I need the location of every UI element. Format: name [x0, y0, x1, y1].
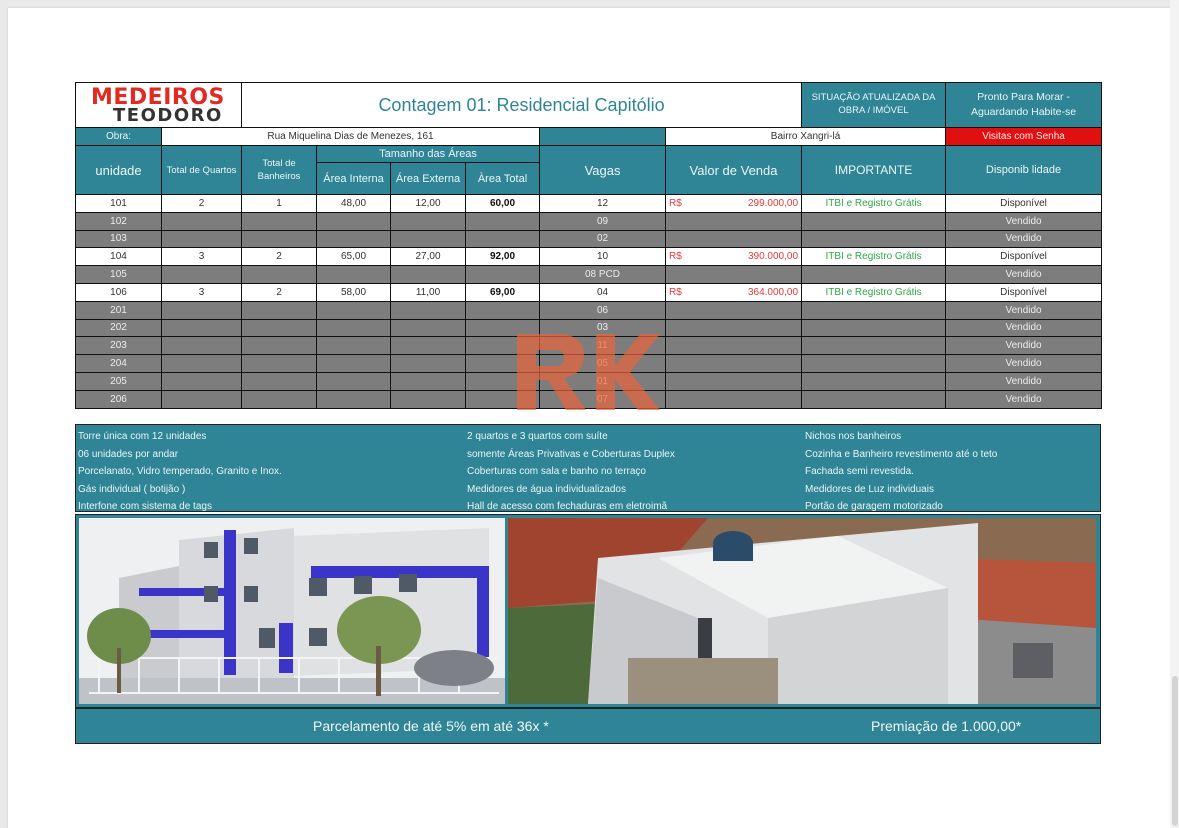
important-note — [802, 319, 946, 337]
area-total: 60,00 — [466, 195, 540, 213]
rooms-count: 2 — [162, 195, 242, 213]
area-total — [466, 301, 540, 319]
availability-status: Vendido — [946, 337, 1102, 355]
parking-spot: 08 PCD — [540, 266, 666, 284]
area-externa — [391, 319, 466, 337]
sale-price — [666, 390, 802, 408]
area-externa — [391, 390, 466, 408]
area-externa — [391, 337, 466, 355]
feature-item: 2 quartos e 3 quartos com suíte — [467, 431, 608, 442]
photos-strip — [75, 514, 1101, 708]
important-note — [802, 266, 946, 284]
scrollbar-thumb[interactable] — [1172, 676, 1178, 826]
price-value: 299.000,00 — [747, 197, 799, 209]
facade-render-image — [79, 518, 505, 704]
street-address: Rua Miquelina Dias de Menezes, 161 — [162, 128, 540, 146]
bathrooms-count: 2 — [242, 248, 317, 266]
rooms-count: 3 — [162, 248, 242, 266]
table-row — [76, 283, 1102, 301]
bathrooms-count — [242, 301, 317, 319]
sale-price — [666, 372, 802, 390]
availability-status: Disponível — [946, 283, 1102, 301]
feature-item: Hall de acesso com fechaduras em eletroimã — [467, 501, 668, 513]
unit-number: 104 — [76, 248, 162, 266]
page-title: Contagem 01: Residencial Capitólio — [242, 83, 802, 128]
sale-price — [666, 266, 802, 284]
rooms-count — [162, 319, 242, 337]
obra-label: Obra: — [76, 128, 162, 146]
prize-note: Premiação de 1.000,00* — [871, 718, 1022, 734]
price-value: 364.000,00 — [747, 286, 799, 298]
area-externa — [391, 212, 466, 230]
currency-symbol: R$ — [669, 197, 682, 209]
parking-spot: 04 — [540, 283, 666, 301]
unit-number: 106 — [76, 283, 162, 301]
feature-item: Nichos nos banheiros — [805, 431, 902, 442]
logo-bottom-text: TEODORO — [113, 104, 223, 126]
unit-number: 202 — [76, 319, 162, 337]
status-value: Pronto Para Morar - Aguardando Habite-se — [946, 83, 1102, 128]
unit-number: 101 — [76, 195, 162, 213]
col-area-externa: Área Externa — [391, 163, 466, 195]
rooms-count — [162, 372, 242, 390]
feature-item: Fachada semi revestida. — [805, 466, 914, 478]
rk-watermark-icon — [512, 330, 662, 414]
availability-status: Vendido — [946, 355, 1102, 373]
rooms-count — [162, 266, 242, 284]
rooms-count: 3 — [162, 283, 242, 301]
availability-status: Vendido — [946, 212, 1102, 230]
sale-price — [666, 283, 802, 301]
area-total — [466, 266, 540, 284]
area-interna: 58,00 — [317, 283, 391, 301]
sale-price — [666, 301, 802, 319]
parking-spot: 12 — [540, 195, 666, 213]
col-areas-group: Tamanho das Áreas — [317, 146, 540, 163]
table-row — [76, 230, 1102, 248]
address-spacer — [540, 128, 666, 146]
bathrooms-count — [242, 212, 317, 230]
area-interna — [317, 337, 391, 355]
parking-spot: 03 — [540, 319, 666, 337]
important-note — [802, 390, 946, 408]
status-label: SITUAÇÃO ATUALIZADA DA OBRA / IMÓVEL — [802, 83, 946, 128]
parking-spot: 10 — [540, 248, 666, 266]
feature-item: somente Áreas Privativas e Coberturas Duplex — [467, 448, 675, 460]
bathrooms-count — [242, 390, 317, 408]
important-note: ITBI e Registro Grátis — [802, 195, 946, 213]
unit-number: 206 — [76, 390, 162, 408]
sale-price — [666, 337, 802, 355]
rooms-count — [162, 301, 242, 319]
sale-price — [666, 319, 802, 337]
feature-item: Torre única com 12 unidades — [78, 431, 207, 442]
rooms-count — [162, 355, 242, 373]
availability-status: Vendido — [946, 301, 1102, 319]
currency-symbol: R$ — [669, 251, 682, 263]
important-note — [802, 212, 946, 230]
availability-status: Vendido — [946, 266, 1102, 284]
area-interna — [317, 301, 391, 319]
bathrooms-count: 1 — [242, 195, 317, 213]
area-externa — [391, 230, 466, 248]
area-externa: 12,00 — [391, 195, 466, 213]
bathrooms-count — [242, 372, 317, 390]
feature-item: Portão de garagem motorizado — [805, 501, 943, 513]
area-interna — [317, 372, 391, 390]
sale-price — [666, 195, 802, 213]
bathrooms-count — [242, 230, 317, 248]
parking-spot: 09 — [540, 212, 666, 230]
bathrooms-count — [242, 355, 317, 373]
area-interna — [317, 390, 391, 408]
important-note — [802, 372, 946, 390]
feature-item: 06 unidades por andar — [78, 448, 179, 460]
table-row — [76, 248, 1102, 266]
table-row — [76, 195, 1102, 213]
logo-top-text: MEDEIROS — [91, 85, 225, 111]
rooms-count — [162, 212, 242, 230]
area-externa — [391, 266, 466, 284]
unit-number: 205 — [76, 372, 162, 390]
feature-item: Gás individual ( botijão ) — [78, 483, 186, 495]
bathrooms-count: 2 — [242, 283, 317, 301]
rooms-count — [162, 390, 242, 408]
sale-price — [666, 212, 802, 230]
bathrooms-count — [242, 319, 317, 337]
col-valor: Valor de Venda — [666, 146, 802, 195]
unit-number: 204 — [76, 355, 162, 373]
area-interna — [317, 212, 391, 230]
feature-item: Medidores de água individualizados — [467, 483, 626, 495]
sale-price — [666, 355, 802, 373]
col-quartos: Total de Quartos — [162, 146, 242, 195]
unit-number: 203 — [76, 337, 162, 355]
availability-status: Vendido — [946, 230, 1102, 248]
unit-number: 201 — [76, 301, 162, 319]
unit-number: 105 — [76, 266, 162, 284]
table-row — [76, 266, 1102, 284]
availability-status: Vendido — [946, 372, 1102, 390]
parking-spot: 06 — [540, 301, 666, 319]
vertical-scrollbar[interactable] — [1170, 0, 1179, 828]
col-importante: IMPORTANTE — [802, 146, 946, 195]
area-interna — [317, 355, 391, 373]
currency-symbol: R$ — [669, 286, 682, 298]
important-note — [802, 230, 946, 248]
col-banheiros: Total de Banheiros — [242, 146, 317, 195]
col-vagas: Vagas — [540, 146, 666, 195]
col-area-interna: Área Interna — [317, 163, 391, 195]
feature-item: Cozinha e Banheiro revestimento até o teto — [805, 448, 998, 460]
area-externa — [391, 372, 466, 390]
col-disponibilidade: Disponib lidade — [946, 146, 1102, 195]
unit-number: 103 — [76, 230, 162, 248]
area-interna: 65,00 — [317, 248, 391, 266]
important-note — [802, 301, 946, 319]
feature-item: Porcelanato, Vidro temperado, Granito e Inox. — [78, 466, 282, 478]
aerial-photo-image — [508, 518, 1096, 704]
features-col-1 — [78, 428, 282, 516]
unit-number: 102 — [76, 212, 162, 230]
area-interna: 48,00 — [317, 195, 391, 213]
area-externa: 11,00 — [391, 283, 466, 301]
area-total — [466, 230, 540, 248]
area-total: 69,00 — [466, 283, 540, 301]
feature-item: Coberturas com sala e banho no terraço — [467, 466, 646, 478]
availability-status: Disponível — [946, 195, 1102, 213]
feature-item: Medidores de Luz individuais — [805, 483, 934, 495]
sale-price — [666, 230, 802, 248]
important-note — [802, 337, 946, 355]
important-note: ITBI e Registro Grátis — [802, 248, 946, 266]
area-externa — [391, 301, 466, 319]
availability-status: Vendido — [946, 390, 1102, 408]
important-note: ITBI e Registro Grátis — [802, 283, 946, 301]
logo — [76, 83, 242, 128]
price-value: 390.000,00 — [747, 251, 799, 263]
bathrooms-count — [242, 266, 317, 284]
rooms-count — [162, 337, 242, 355]
features-panel — [75, 424, 1101, 512]
col-area-total: Àrea Total — [466, 163, 540, 195]
rooms-count — [162, 230, 242, 248]
features-col-3 — [805, 428, 997, 516]
installment-note: Parcelamento de até 5% em até 36x * — [313, 718, 549, 734]
area-total — [466, 212, 540, 230]
col-unidade: unidade — [76, 146, 162, 195]
area-interna — [317, 230, 391, 248]
visits-badge: Visitas com Senha — [946, 128, 1102, 146]
neighborhood: Bairro Xangri-lá — [666, 128, 946, 146]
features-col-2 — [467, 428, 675, 516]
availability-status: Disponível — [946, 248, 1102, 266]
availability-status: Vendido — [946, 319, 1102, 337]
area-externa — [391, 355, 466, 373]
area-interna — [317, 266, 391, 284]
table-row — [76, 301, 1102, 319]
area-externa: 27,00 — [391, 248, 466, 266]
feature-item: Interfone com sistema de tags — [78, 501, 212, 513]
area-total: 92,00 — [466, 248, 540, 266]
table-row — [76, 212, 1102, 230]
sale-price — [666, 248, 802, 266]
important-note — [802, 355, 946, 373]
area-interna — [317, 319, 391, 337]
parking-spot: 02 — [540, 230, 666, 248]
footer-bar — [75, 708, 1101, 744]
bathrooms-count — [242, 337, 317, 355]
